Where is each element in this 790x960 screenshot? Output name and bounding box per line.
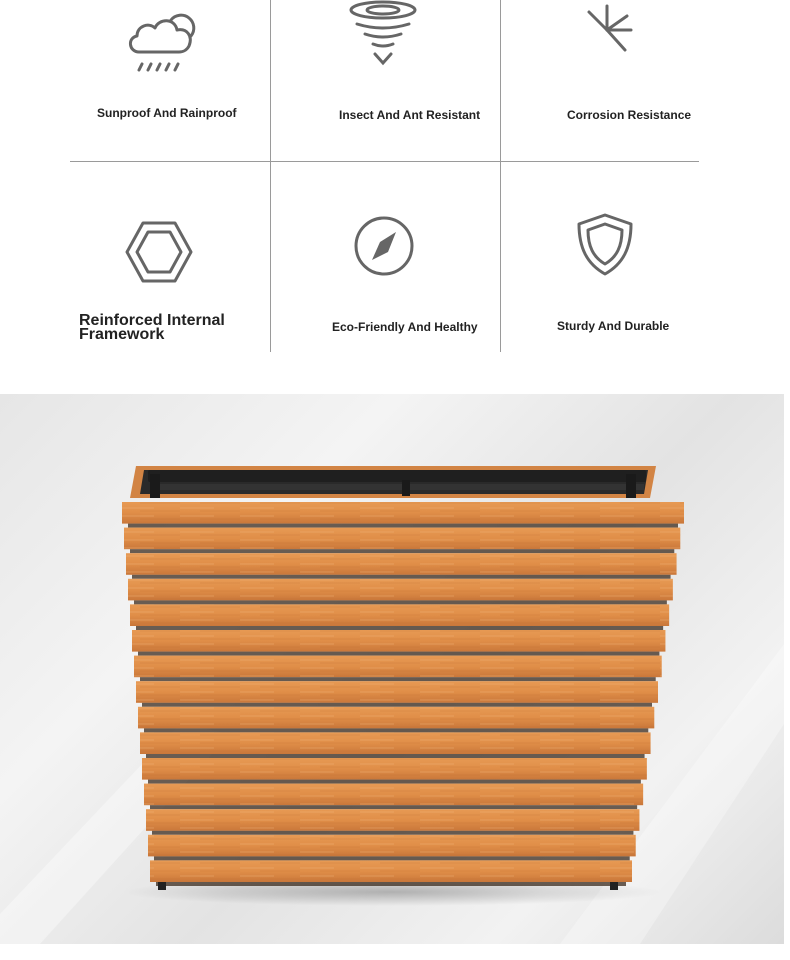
slat-gap [140,677,656,681]
hexagon-icon [124,220,194,284]
tornado-icon [343,0,423,70]
wood-grain [128,579,673,601]
wood-grain [150,860,632,882]
spark-icon [581,2,641,62]
feature-sunproof [70,0,270,160]
wood-grain [130,604,669,626]
feature-insect-resistant [271,0,500,160]
slat-gap [132,575,671,579]
slat-gap [128,524,678,528]
slat-gap [148,780,641,784]
feature-corrosion-resistance [501,0,699,160]
wood-grain [142,758,647,780]
wood-grain [140,732,651,754]
wood-grain [134,656,662,678]
feature-reinforced-framework [70,162,270,352]
slat-gap [138,652,659,656]
wood-grain [126,553,677,575]
wood-grain [132,630,665,652]
slat-gap [156,882,626,886]
slat-gap [134,600,667,604]
slat-gap [146,754,645,758]
slat-gap [142,703,652,707]
wood-grain [122,502,684,524]
product-image [0,394,784,944]
feature-label: Insect And Ant Resistant [339,108,481,122]
wood-grain [144,784,643,806]
feature-sturdy-durable [501,162,699,352]
slat-gap [154,856,630,860]
slat-gap [130,549,674,553]
feature-eco-friendly [271,162,500,352]
wood-grain [138,707,654,729]
slat-gap [152,831,633,835]
wood-grain [124,528,680,550]
slat-gap [144,728,648,732]
wood-grain [148,835,636,857]
slat-gap [150,805,637,809]
feature-label: Eco-Friendly And Healthy [332,320,478,334]
feature-label: Sunproof And Rainproof [97,106,237,120]
slat-gap [136,626,663,630]
feature-label: Reinforced Internal Framework [79,312,225,343]
planter-box-illustration [0,394,784,944]
compass-icon [352,214,416,278]
feature-label: Corrosion Resistance [567,108,692,122]
shield-icon [573,212,637,278]
features-grid [0,0,790,360]
wood-grain [136,681,658,703]
feature-label: Sturdy And Durable [557,319,670,333]
cloud-rain-icon [125,0,205,80]
wood-grain [146,809,639,831]
